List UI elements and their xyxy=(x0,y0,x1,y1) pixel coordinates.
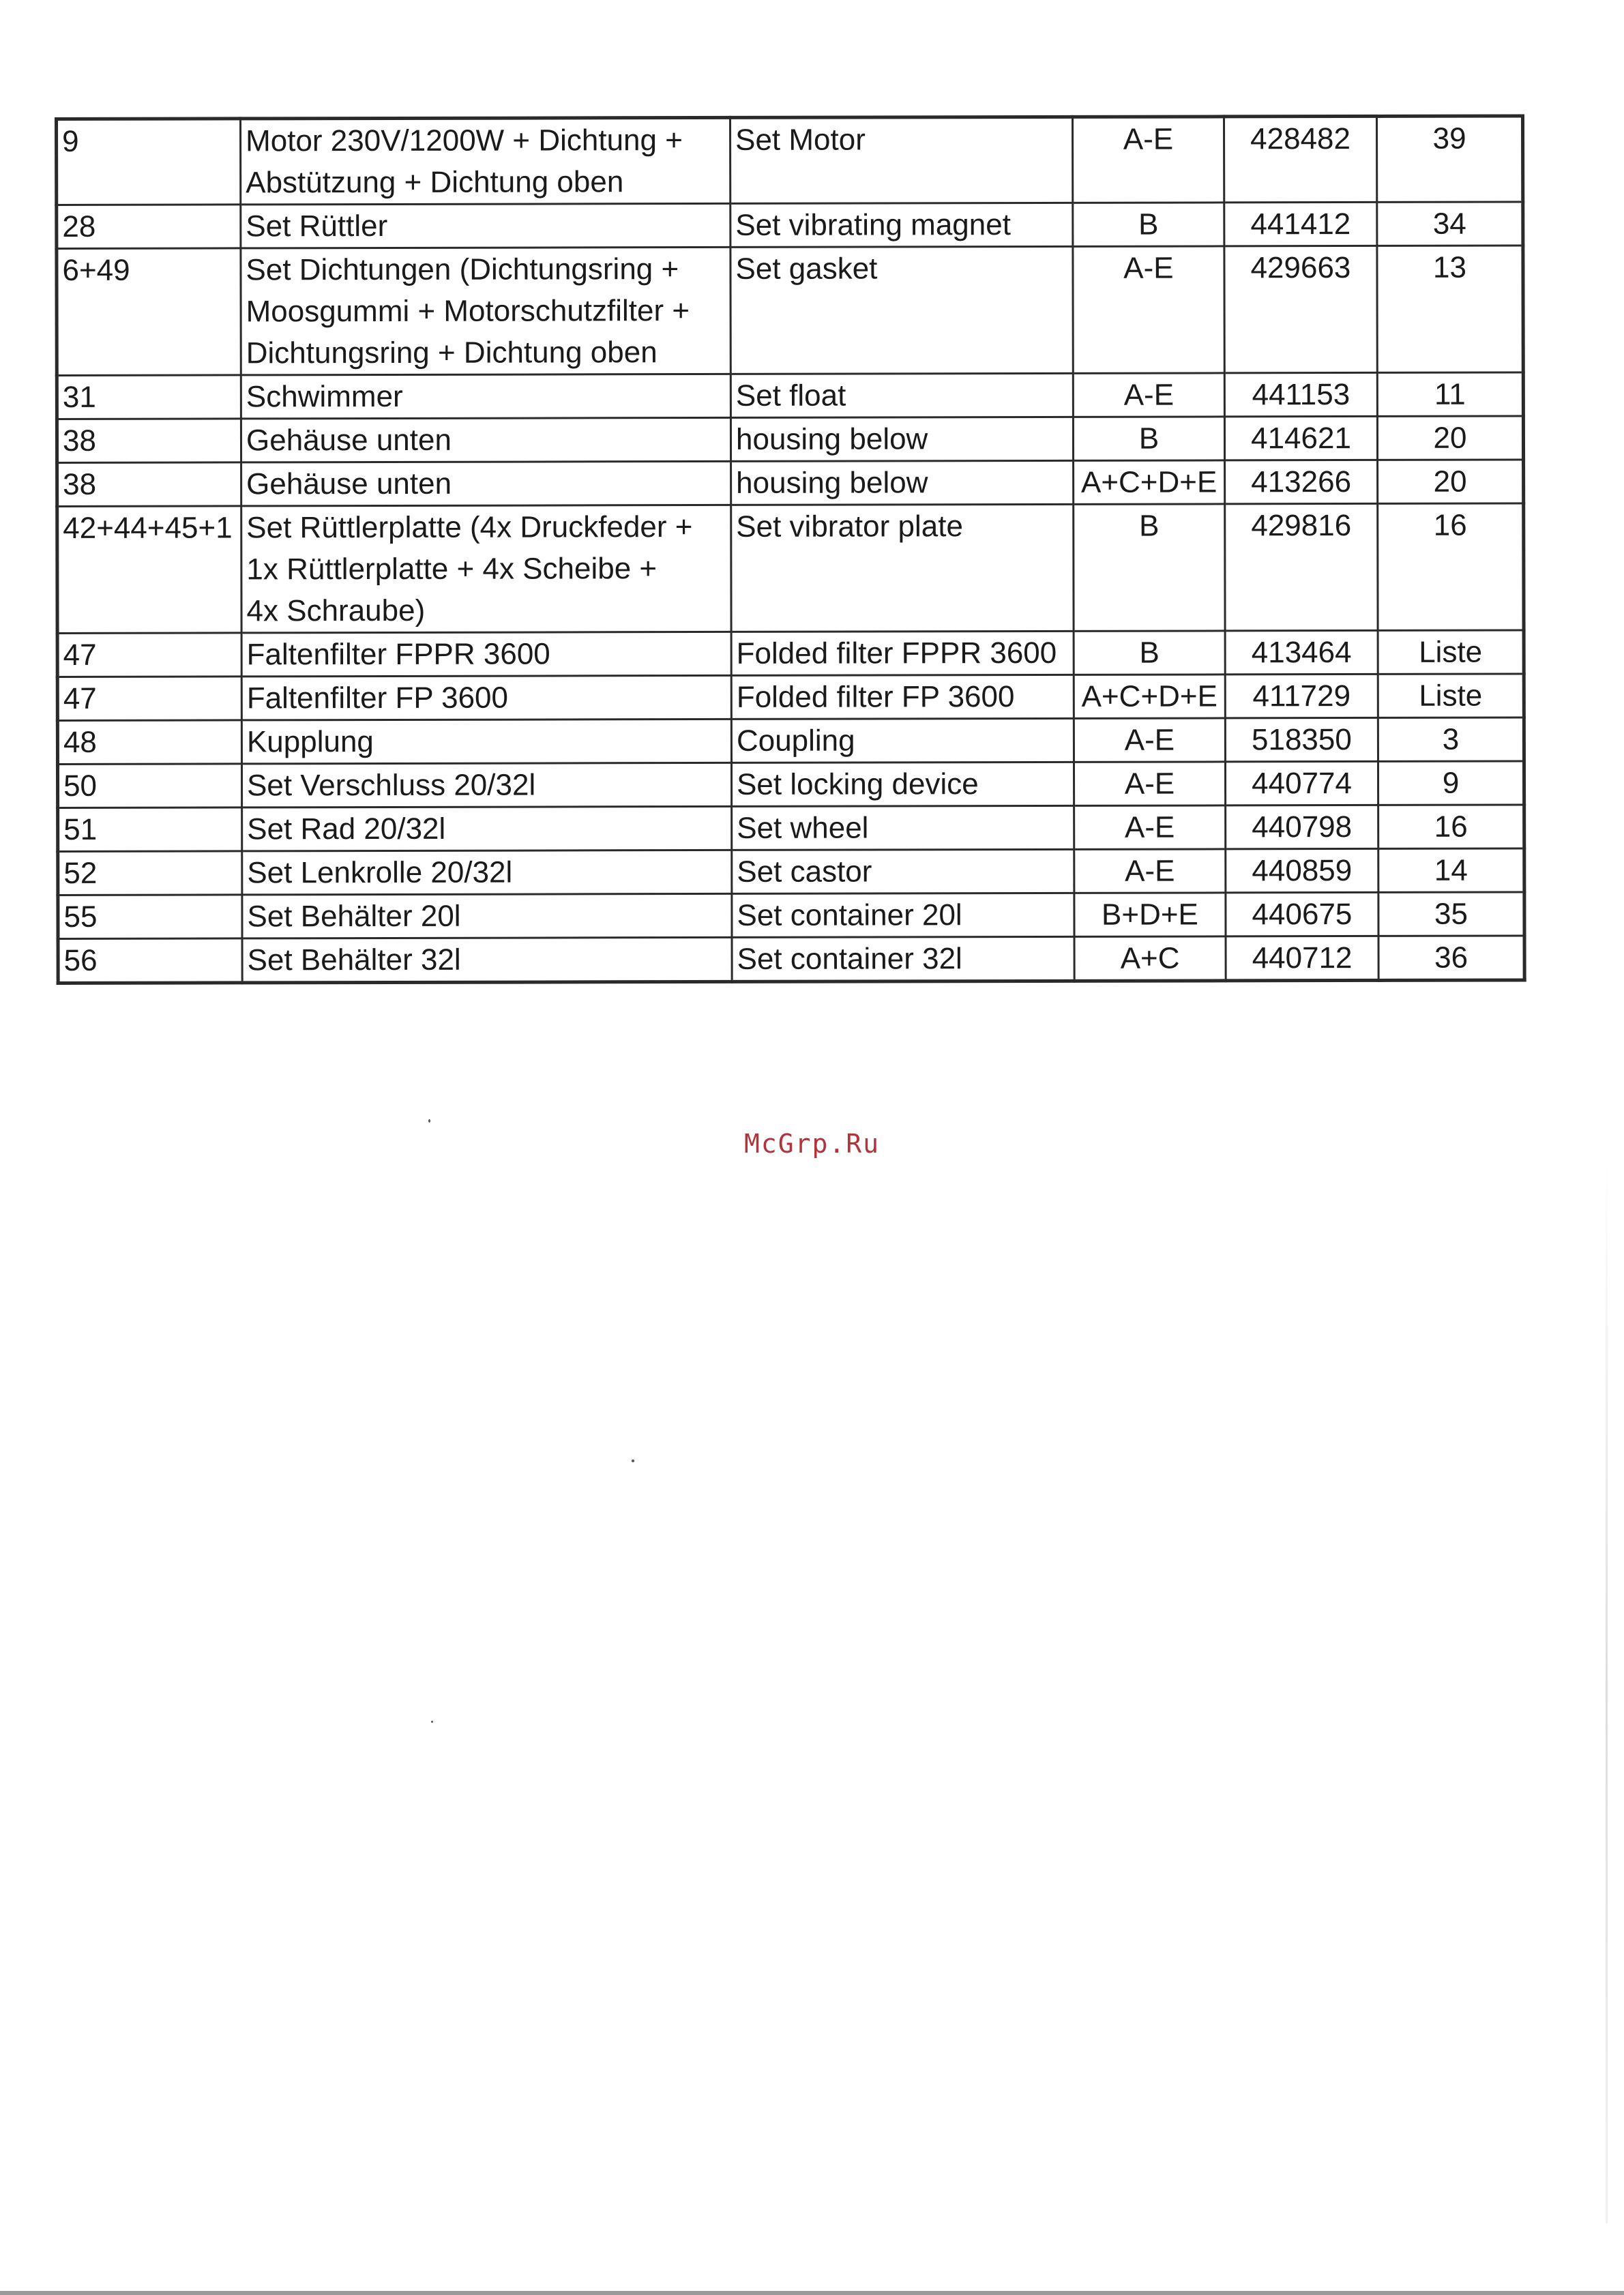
page-cell: 16 xyxy=(1378,805,1524,848)
article-number-cell: 413464 xyxy=(1225,630,1378,674)
model-cell: B xyxy=(1073,417,1224,460)
description-de-cell: Faltenfilter FPPR 3600 xyxy=(241,632,731,677)
model-cell: A-E xyxy=(1073,117,1224,203)
page-cell: 14 xyxy=(1378,848,1524,892)
position-cell: 31 xyxy=(57,375,241,419)
page-cell: 3 xyxy=(1378,717,1524,761)
page-cell: 13 xyxy=(1377,246,1523,372)
model-cell: B xyxy=(1073,203,1224,246)
table-row xyxy=(57,674,1524,721)
page-cell: 11 xyxy=(1377,372,1523,416)
position-cell: 38 xyxy=(57,419,241,463)
model-cell: B+D+E xyxy=(1074,893,1226,936)
position-cell: 38 xyxy=(57,462,241,507)
table-row xyxy=(57,246,1523,376)
position-cell: 52 xyxy=(58,851,242,895)
model-cell: A+C+D+E xyxy=(1074,675,1225,718)
article-number-cell: 440774 xyxy=(1225,761,1378,805)
article-number-cell: 414621 xyxy=(1224,416,1377,460)
description-de-cell: Set Verschluss 20/32l xyxy=(241,762,731,808)
table-row xyxy=(57,460,1524,507)
article-number-cell: 440859 xyxy=(1226,848,1378,892)
page-cell: Liste xyxy=(1378,674,1524,717)
page-cell: 20 xyxy=(1377,416,1523,460)
description-en-cell: Set vibrator plate xyxy=(731,504,1074,632)
model-cell: A-E xyxy=(1073,373,1224,417)
description-de-cell: Gehäuse unten xyxy=(241,417,730,462)
table-row xyxy=(57,761,1524,808)
model-cell: A-E xyxy=(1073,246,1224,373)
table-row xyxy=(58,805,1524,852)
table-row xyxy=(57,202,1523,249)
description-en-cell: Set locking device xyxy=(731,762,1074,806)
description-de-cell: Motor 230V/1200W + Dichtung + Abstützung + Dichtung oben xyxy=(241,117,730,205)
article-number-cell: 428482 xyxy=(1224,116,1377,202)
description-en-cell: Folded filter FPPR 3600 xyxy=(731,631,1074,675)
description-en-cell: Set Motor xyxy=(730,117,1073,203)
description-en-cell: housing below xyxy=(730,417,1073,461)
description-en-cell: Set wheel xyxy=(732,805,1074,850)
description-en-cell: Set castor xyxy=(732,849,1074,893)
watermark: McGrp.Ru xyxy=(743,1129,881,1159)
page-cell: 35 xyxy=(1378,892,1524,936)
model-cell: A-E xyxy=(1074,805,1226,849)
table-row xyxy=(57,503,1524,634)
description-en-cell: housing below xyxy=(731,460,1074,505)
position-cell: 51 xyxy=(58,808,242,852)
article-number-cell: 413266 xyxy=(1225,460,1378,503)
table-row xyxy=(57,717,1524,765)
model-cell: A-E xyxy=(1074,849,1226,893)
page-cell: 36 xyxy=(1378,936,1524,980)
description-de-cell: Schwimmer xyxy=(241,374,730,419)
article-number-cell: 411729 xyxy=(1225,674,1378,717)
position-cell: 47 xyxy=(57,633,241,677)
scan-edge xyxy=(1606,1159,1608,2223)
spare-parts-table-body xyxy=(57,116,1525,983)
description-en-cell: Set container 32l xyxy=(732,936,1074,981)
table-row xyxy=(57,372,1523,419)
description-en-cell: Set container 20l xyxy=(732,893,1074,937)
description-de-cell: Set Lenkrolle 20/32l xyxy=(242,850,732,895)
article-number-cell: 441153 xyxy=(1224,372,1377,416)
article-number-cell: 441412 xyxy=(1224,202,1377,246)
page-cell: 34 xyxy=(1377,202,1523,246)
description-de-cell: Set Rad 20/32l xyxy=(242,806,732,851)
article-number-cell: 440675 xyxy=(1226,892,1378,936)
article-number-cell: 429663 xyxy=(1224,246,1377,372)
position-cell: 56 xyxy=(58,938,242,983)
position-cell: 48 xyxy=(57,720,241,765)
description-en-cell: Set gasket xyxy=(730,246,1073,374)
position-cell: 9 xyxy=(57,119,241,205)
description-de-cell: Gehäuse unten xyxy=(241,461,731,506)
page-cell: 9 xyxy=(1378,761,1524,805)
table-row xyxy=(58,892,1524,939)
position-cell: 28 xyxy=(57,205,241,249)
description-en-cell: Coupling xyxy=(731,718,1074,762)
page-cell: 20 xyxy=(1378,460,1524,503)
article-number-cell: 429816 xyxy=(1225,503,1378,630)
description-en-cell: Folded filter FP 3600 xyxy=(731,675,1074,719)
page-cell: 39 xyxy=(1377,116,1523,202)
table-row xyxy=(57,416,1523,463)
table-row xyxy=(58,848,1524,895)
description-de-cell: Faltenfilter FP 3600 xyxy=(241,675,731,720)
table-row xyxy=(58,936,1524,983)
description-en-cell: Set vibrating magnet xyxy=(730,203,1073,247)
model-cell: A-E xyxy=(1074,762,1225,805)
article-number-cell: 518350 xyxy=(1225,717,1378,761)
position-cell: 47 xyxy=(57,677,241,721)
page-cell: 16 xyxy=(1378,503,1524,630)
position-cell: 42+44+45+1 xyxy=(57,506,241,634)
spare-parts-table xyxy=(55,114,1526,985)
description-de-cell: Set Behälter 20l xyxy=(242,893,732,938)
description-de-cell: Kupplung xyxy=(241,719,731,764)
description-de-cell: Set Rüttlerplatte (4x Druckfeder + 1x Rüttlerplatte + 4x Scheibe + 4x Schraube) xyxy=(241,505,731,633)
scan-speck xyxy=(431,1721,433,1723)
model-cell: B xyxy=(1074,504,1225,631)
table-row xyxy=(57,116,1523,205)
table-row xyxy=(57,630,1524,677)
scan-speck xyxy=(428,1119,430,1123)
page-cell: Liste xyxy=(1378,630,1524,674)
description-de-cell: Set Dichtungen (Dichtungsring + Moosgummi + Motorschutzfilter + Dichtungsring + Dichtung oben xyxy=(241,247,730,375)
model-cell: B xyxy=(1074,631,1225,675)
model-cell: A+C+D+E xyxy=(1074,460,1225,504)
model-cell: A-E xyxy=(1074,718,1225,762)
position-cell: 6+49 xyxy=(57,248,241,376)
description-en-cell: Set float xyxy=(730,373,1073,417)
position-cell: 50 xyxy=(57,764,241,808)
description-de-cell: Set Rüttler xyxy=(241,203,730,248)
scan-speck xyxy=(632,1460,634,1462)
scan-edge xyxy=(0,2291,1624,2295)
article-number-cell: 440798 xyxy=(1226,805,1378,848)
description-de-cell: Set Behälter 32l xyxy=(242,937,732,983)
position-cell: 55 xyxy=(58,895,242,939)
article-number-cell: 440712 xyxy=(1226,936,1378,980)
model-cell: A+C xyxy=(1074,936,1226,981)
